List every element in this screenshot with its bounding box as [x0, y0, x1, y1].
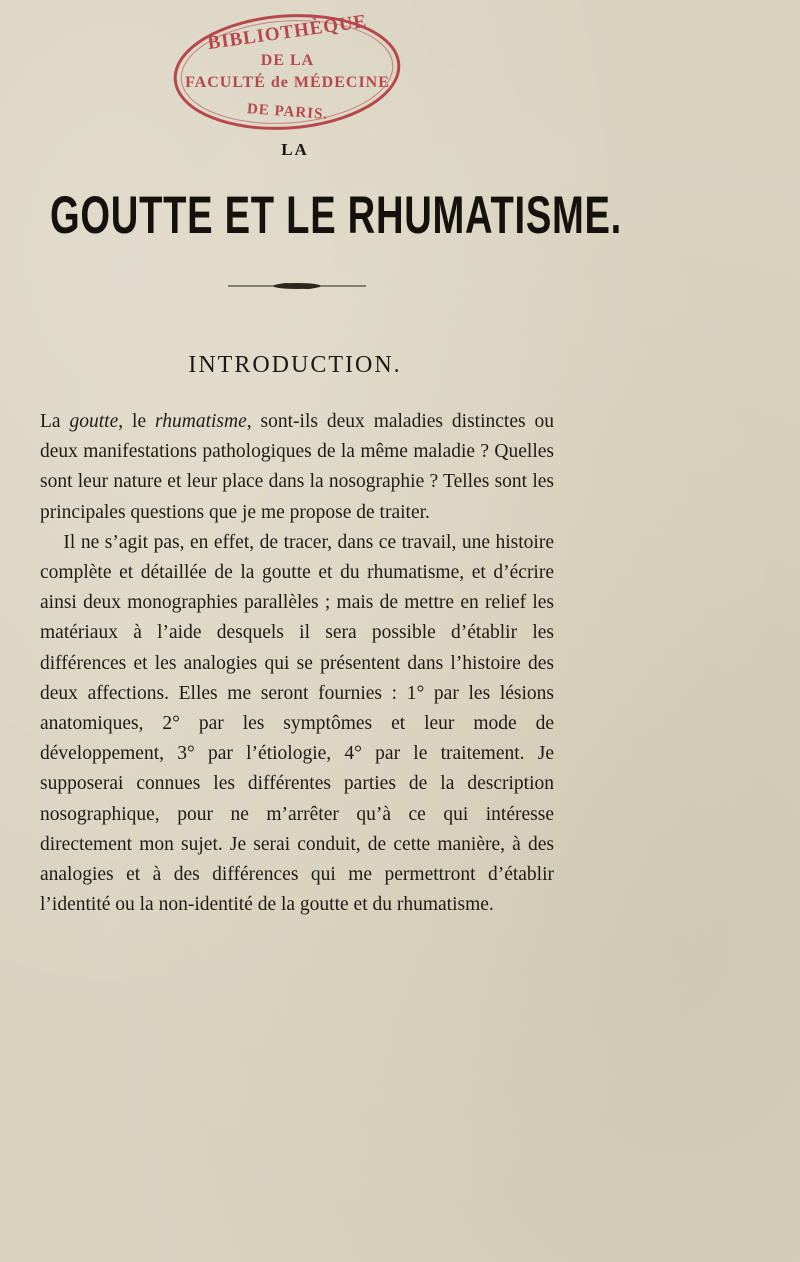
stamp-line-paris: DE PARIS.: [246, 101, 329, 123]
p1-text-a: La: [40, 411, 70, 432]
p1-italic-goutte: goutte: [69, 411, 119, 432]
paragraph-1: [40, 407, 554, 528]
body-text: [40, 407, 554, 920]
title-article: LA: [281, 140, 309, 159]
p1-text-b: , le: [118, 411, 156, 432]
p1-italic-rhumatisme: rhumatisme: [155, 411, 247, 432]
ornamental-rule: [228, 280, 366, 292]
stamp-line-faculty: FACULTÉ de MÉDECINE: [185, 74, 390, 91]
stamp-line-de-la: DE LA: [260, 52, 315, 69]
paragraph-2: Il ne s’agit pas, en effet, de tracer, dans ce travail, une histoire complète et détaillée de la goutte et du rhumatisme, et d’écrire ainsi deux monographies parallèles ; mais de mettre en relief les matériaux à l’aide desquels il sera possible d’établir les différences et les analogies qui se présentent dans l’histoire des deux affections. Elles me seront fournies : 1° par les lésions anatomiques, 2° par les symptômes et leur mode de développement, 3° par l’étiologie, 4° par le traitement. Je supposerai connues les différentes parties de la description nosographique, pour ne m’arrêter qu’à ce qui intéresse directement mon sujet. Je serai conduit, de cette manière, à des analogies et à des différences qui me permettront d’établir l’identité ou la non-identité de la goutte et du rhumatisme.: [40, 531, 554, 916]
stamp-line-library: BIBLIOTHÈQUE: [206, 10, 369, 55]
p1-text-c: , sont-ils deux maladies distinctes ou deux manifestations pathologiques de la même maladie ? Quelles sont leur nature et leur place dans la nosographie ? Telles sont les principales questions que je me propose de traiter.: [40, 411, 554, 523]
page-title: GOUTTE ET LE RHUMATISME.: [50, 186, 623, 245]
section-heading: INTRODUCTION.: [188, 352, 402, 378]
ornament-divider-icon: [228, 280, 366, 292]
library-stamp: [170, 8, 405, 138]
